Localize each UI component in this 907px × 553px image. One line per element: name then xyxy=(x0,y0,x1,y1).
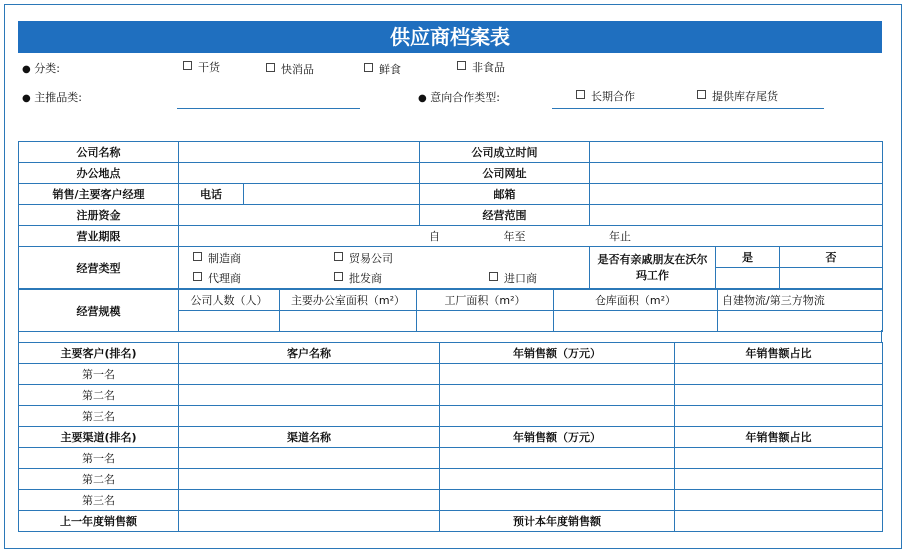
biz-option-wholesale[interactable]: 批发商 xyxy=(334,270,382,286)
channels-header-sales: 年销售额（万元） xyxy=(440,427,675,448)
biz-option-import[interactable]: 进口商 xyxy=(489,270,537,286)
scale-warehouse-field[interactable] xyxy=(554,311,718,332)
website-field[interactable] xyxy=(590,163,883,184)
scope-field[interactable] xyxy=(590,205,883,226)
channel-name-field[interactable] xyxy=(179,490,440,511)
scale-office-field[interactable] xyxy=(280,311,417,332)
customer-name-field[interactable] xyxy=(179,406,440,427)
customers-header-sales: 年销售额（万元） xyxy=(440,343,675,364)
checkbox-icon[interactable] xyxy=(457,61,466,70)
customers-header-rank: 主要客户(排名) xyxy=(19,343,179,364)
email-label: 邮箱 xyxy=(420,184,590,205)
customer-sales-field[interactable] xyxy=(440,385,675,406)
checkbox-icon[interactable] xyxy=(266,63,275,72)
customers-header-name: 客户名称 xyxy=(179,343,440,364)
channel-share-field[interactable] xyxy=(675,490,883,511)
channel-name-field[interactable] xyxy=(179,469,440,490)
scale-col-logistics: 自建物流/第三方物流 xyxy=(718,290,883,311)
cooperation-option-longterm[interactable]: 长期合作 xyxy=(576,88,635,104)
office-field[interactable] xyxy=(179,163,420,184)
channel-rank-2: 第二名 xyxy=(19,469,179,490)
cooperation-option-inventory[interactable]: 提供库存尾货 xyxy=(697,88,778,104)
customers-header-share: 年销售额占比 xyxy=(675,343,883,364)
customer-share-field[interactable] xyxy=(675,406,883,427)
scale-col-warehouse-area: 仓库面积（m²） xyxy=(554,290,718,311)
phone-field[interactable] xyxy=(244,184,420,205)
website-label: 公司网址 xyxy=(420,163,590,184)
founded-label: 公司成立时间 xyxy=(420,142,590,163)
channel-share-field[interactable] xyxy=(675,448,883,469)
sales-table xyxy=(18,342,883,532)
channels-header-share: 年销售额占比 xyxy=(675,427,883,448)
main-products-label: ● 主推品类: xyxy=(22,91,82,104)
relative-question: 是否有亲戚朋友在沃尔玛工作 xyxy=(590,247,716,289)
capital-label: 注册资金 xyxy=(19,205,179,226)
term-end-text: 年止 xyxy=(609,230,631,243)
term-label: 营业期限 xyxy=(19,226,179,247)
scale-factory-field[interactable] xyxy=(417,311,554,332)
scale-logistics-field[interactable] xyxy=(718,311,883,332)
category-option-dry[interactable]: 干货 xyxy=(183,59,220,75)
checkbox-icon[interactable] xyxy=(576,90,585,99)
customer-sales-field[interactable] xyxy=(440,406,675,427)
company-info-table xyxy=(18,141,883,289)
term-to-text: 年至 xyxy=(503,230,526,243)
channel-name-field[interactable] xyxy=(179,448,440,469)
biz-type-options xyxy=(179,247,590,289)
channel-sales-field[interactable] xyxy=(440,490,675,511)
cooperation-label: ● 意向合作类型: xyxy=(418,91,500,104)
checkbox-icon[interactable] xyxy=(193,272,202,281)
customer-rank-1: 第一名 xyxy=(19,364,179,385)
category-option-nonfood[interactable]: 非食品 xyxy=(457,59,505,75)
company-name-label: 公司名称 xyxy=(19,142,179,163)
customer-share-field[interactable] xyxy=(675,385,883,406)
biz-option-agent[interactable]: 代理商 xyxy=(193,270,241,286)
form-title: 供应商档案表 xyxy=(18,21,882,53)
checkbox-icon[interactable] xyxy=(334,272,343,281)
cooperation-underline xyxy=(552,108,824,109)
checkbox-icon[interactable] xyxy=(489,272,498,281)
forecast-sales-label: 预计本年度销售额 xyxy=(440,511,675,532)
relative-no[interactable]: 否 xyxy=(780,247,883,268)
channel-rank-3: 第三名 xyxy=(19,490,179,511)
customer-share-field[interactable] xyxy=(675,364,883,385)
channel-sales-field[interactable] xyxy=(440,469,675,490)
channels-header-rank: 主要渠道(排名) xyxy=(19,427,179,448)
phone-label: 电话 xyxy=(179,184,244,205)
relative-no-field[interactable] xyxy=(780,268,883,289)
office-label: 办公地点 xyxy=(19,163,179,184)
biz-type-label: 经营类型 xyxy=(19,247,179,289)
checkbox-icon[interactable] xyxy=(364,63,373,72)
checkbox-icon[interactable] xyxy=(193,252,202,261)
customer-name-field[interactable] xyxy=(179,385,440,406)
capital-field[interactable] xyxy=(179,205,420,226)
channels-header-name: 渠道名称 xyxy=(179,427,440,448)
customer-rank-3: 第三名 xyxy=(19,406,179,427)
biz-option-trading[interactable]: 贸易公司 xyxy=(334,250,393,266)
relative-yes[interactable]: 是 xyxy=(716,247,780,268)
company-name-field[interactable] xyxy=(179,142,420,163)
scope-label: 经营范围 xyxy=(420,205,590,226)
scale-label: 经营规模 xyxy=(19,290,179,332)
last-year-sales-label: 上一年度销售额 xyxy=(19,511,179,532)
scale-staff-field[interactable] xyxy=(179,311,280,332)
channel-rank-1: 第一名 xyxy=(19,448,179,469)
term-from-text: 自 xyxy=(429,230,440,243)
last-year-sales-field[interactable] xyxy=(179,511,440,532)
main-products-input-line[interactable] xyxy=(177,108,360,109)
channel-share-field[interactable] xyxy=(675,469,883,490)
category-option-fmcg[interactable]: 快消品 xyxy=(266,61,314,77)
customer-name-field[interactable] xyxy=(179,364,440,385)
scale-table xyxy=(18,289,883,332)
forecast-sales-field[interactable] xyxy=(675,511,883,532)
founded-field[interactable] xyxy=(590,142,883,163)
section-spacer xyxy=(18,330,882,342)
scale-col-office-area: 主要办公室面积（m²） xyxy=(280,290,417,311)
scale-col-staff: 公司人数（人） xyxy=(179,290,280,311)
category-option-fresh[interactable]: 鲜食 xyxy=(364,61,401,77)
checkbox-icon[interactable] xyxy=(334,252,343,261)
customer-sales-field[interactable] xyxy=(440,364,675,385)
relative-yes-field[interactable] xyxy=(716,268,780,289)
category-label: ● 分类: xyxy=(22,62,60,75)
customer-rank-2: 第二名 xyxy=(19,385,179,406)
manager-label: 销售/主要客户经理 xyxy=(19,184,179,205)
checkbox-icon[interactable] xyxy=(697,90,706,99)
biz-option-manufacturer[interactable]: 制造商 xyxy=(193,250,241,266)
email-field[interactable] xyxy=(590,184,883,205)
checkbox-icon[interactable] xyxy=(183,61,192,70)
scale-col-factory-area: 工厂面积（m²） xyxy=(417,290,554,311)
term-field[interactable] xyxy=(179,226,883,247)
channel-sales-field[interactable] xyxy=(440,448,675,469)
